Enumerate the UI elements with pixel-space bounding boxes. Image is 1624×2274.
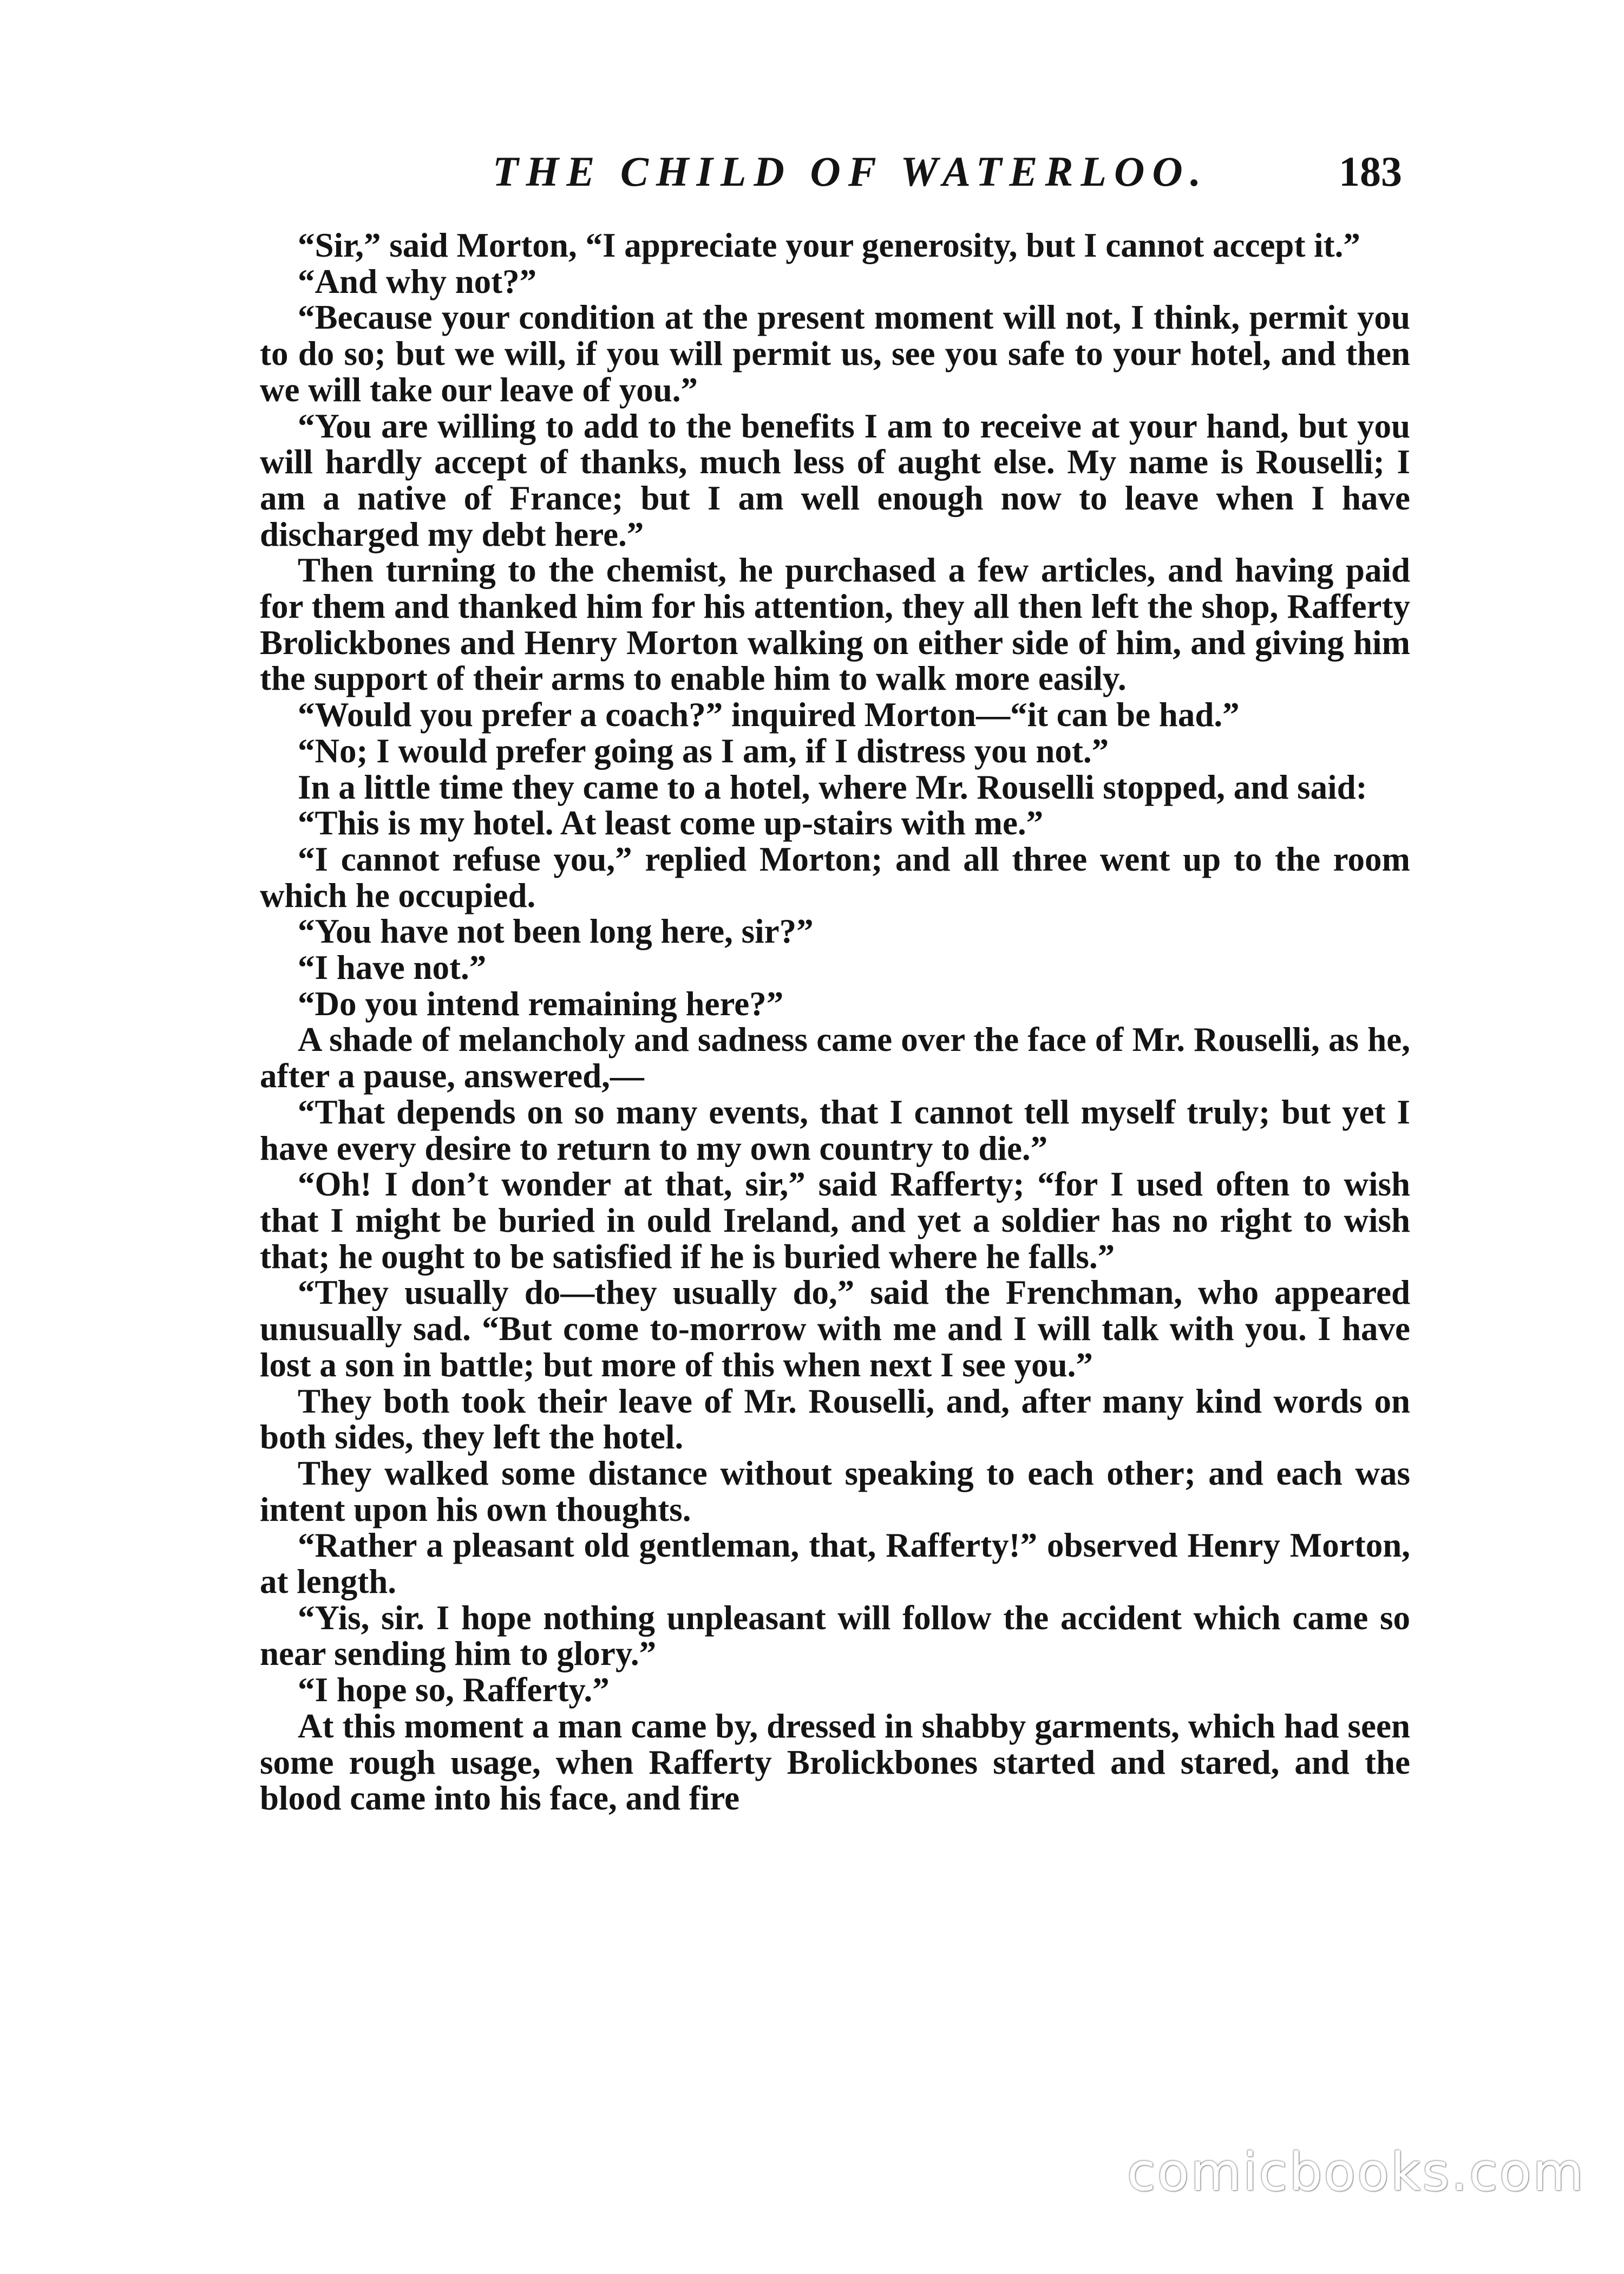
paragraph: “You have not been long here, sir?” [298, 912, 814, 951]
paragraph: “I hope so, Rafferty.” [298, 1671, 610, 1709]
running-title: THE CHILD OF WATERLOO. [493, 148, 1209, 195]
paragraph: They walked some distance without speaking to each other; and each was intent upon his own thoughts. [260, 1454, 1410, 1528]
paragraph: “This is my hotel. At least come up-stairs with me.” [298, 804, 1044, 842]
paragraph: “Because your condition at the present moment will not, I think, permit you to do so; but we will, if you will permit us, see you safe to your hotel, and then we will take our leave of you.” [260, 298, 1410, 409]
paragraph: “Sir,” said Morton, “I appreciate your generosity, but I cannot accept it.” [298, 226, 1360, 264]
paragraph: “And why not?” [298, 262, 537, 300]
paragraph: “Oh! I don’t wonder at that, sir,” said Rafferty; “for I used often to wish that I might be buried in ould Ireland, and yet a soldier has no right to wish that; he ought to be satisfied if he is buried where he falls.” [260, 1165, 1410, 1276]
paragraph: “Would you prefer a coach?” inquired Morton—“it can be had.” [298, 696, 1240, 734]
paragraph: “No; I would prefer going as I am, if I distress you not.” [298, 731, 1109, 770]
paragraph: “Do you intend remaining here?” [298, 984, 784, 1023]
paragraph: “Rather a pleasant old gentleman, that, Rafferty!” observed Henry Morton, at length. [260, 1526, 1410, 1601]
paragraph: “Yis, sir. I hope nothing unpleasant will follow the accident which came so near sending him to glory.” [260, 1598, 1410, 1673]
paragraph: “I have not.” [298, 949, 487, 987]
paragraph: “They usually do—they usually do,” said the Frenchman, who appeared unusually sad. “But come to-morrow with me and I will talk with you. I have lost a son in battle; but more of this when next I see you.” [260, 1273, 1410, 1384]
paragraph: At this moment a man came by, dressed in shabby garments, which had seen some rough usage, when Rafferty Brolickbones started and stared, and the blood came into his face, and fire [260, 1707, 1410, 1818]
paragraph: They both took their leave of Mr. Rouselli, and, after many kind words on both sides, they left the hotel. [260, 1382, 1410, 1456]
page-number: 183 [1339, 148, 1402, 195]
site-watermark: comicbooks.com [1127, 2142, 1585, 2203]
paragraph: “I cannot refuse you,” replied Morton; and all three went up to the room which he occupied. [260, 840, 1410, 914]
paragraph: A shade of melancholy and sadness came over the face of Mr. Rouselli, as he, after a pause, answered,— [260, 1021, 1410, 1095]
paragraph: In a little time they came to a hotel, where Mr. Rouselli stopped, and said: [298, 768, 1367, 806]
paragraph: Then turning to the chemist, he purchased a few articles, and having paid for them and thanked him for his attention, they all then left the shop, Rafferty Brolickbones and Henry Morton walking on either side of him, and giving him the support of their arms to enable him to walk more easily. [260, 551, 1410, 698]
paragraph: “You are willing to add to the benefits I am to receive at your hand, but you will hardly accept of thanks, much less of aught else. My name is Rouselli; I am a native of France; but I am well enough now to leave when I have discharged my debt here.” [260, 407, 1410, 553]
page-header [493, 147, 1402, 207]
body-text [260, 227, 1410, 1816]
paragraph: “That depends on so many events, that I cannot tell myself truly; but yet I have every desire to return to my own country to die.” [260, 1093, 1410, 1167]
